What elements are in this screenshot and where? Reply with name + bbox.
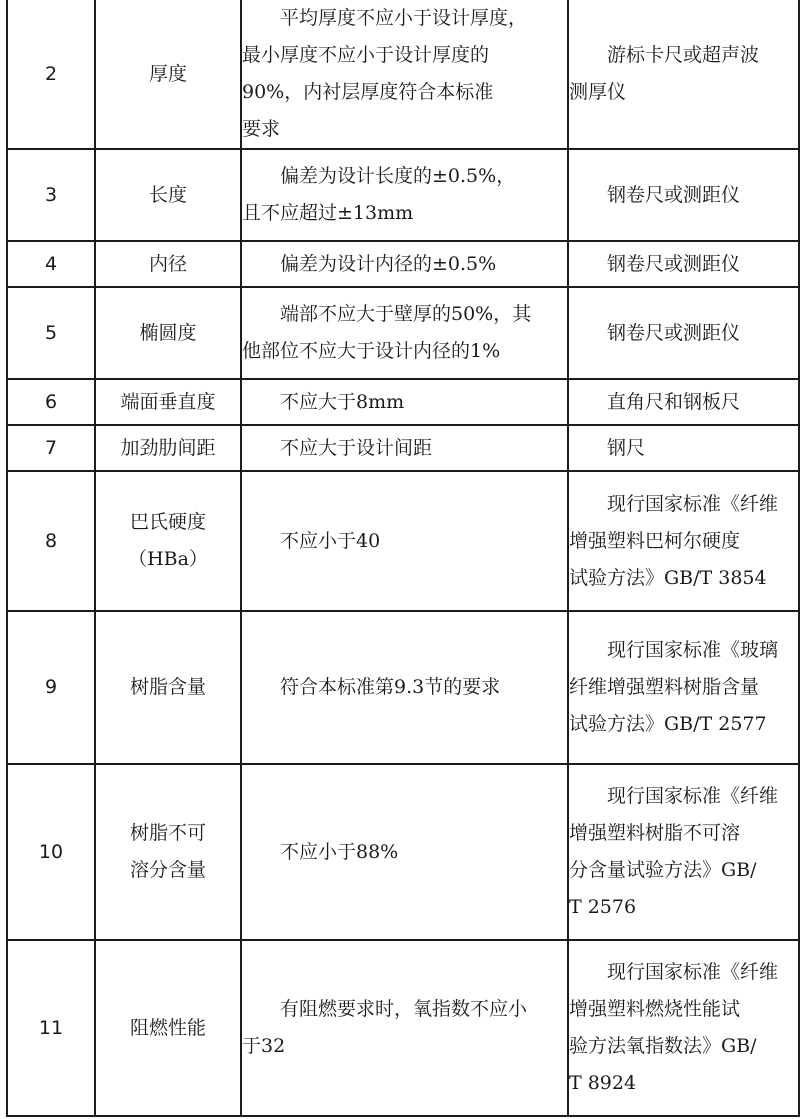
table-row xyxy=(7,379,799,425)
quality-requirement: 符合本标准第9.3节的要求 xyxy=(241,611,568,764)
table-row xyxy=(7,471,799,611)
inspection-item: 长度 xyxy=(95,149,241,241)
test-method: 钢卷尺或测距仪 xyxy=(568,149,799,241)
table-row xyxy=(7,611,799,764)
table-row xyxy=(7,0,799,149)
inspection-item: 阻燃性能 xyxy=(95,940,241,1116)
test-method: 现行国家标准《纤维 增强塑料燃烧性能试 验方法氧指数法》GB/ T 8924 xyxy=(568,940,799,1116)
quality-requirement: 不应大于8mm xyxy=(241,379,568,425)
row-number: 9 xyxy=(7,611,95,764)
test-method: 钢尺 xyxy=(568,425,799,471)
quality-requirement: 端部不应大于壁厚的50%，其 他部位不应大于设计内径的1% xyxy=(241,287,568,379)
quality-requirement: 不应小于40 xyxy=(241,471,568,611)
inspection-item: 厚度 xyxy=(95,0,241,149)
row-number: 7 xyxy=(7,425,95,471)
test-method: 游标卡尺或超声波 测厚仪 xyxy=(568,0,799,149)
table-row xyxy=(7,241,799,287)
inspection-item: 树脂含量 xyxy=(95,611,241,764)
inspection-item: 巴氏硬度 （HBa） xyxy=(95,471,241,611)
row-number: 11 xyxy=(7,940,95,1116)
inspection-item: 树脂不可 溶分含量 xyxy=(95,764,241,940)
test-method: 现行国家标准《玻璃 纤维增强塑料树脂含量 试验方法》GB/T 2577 xyxy=(568,611,799,764)
test-method: 钢卷尺或测距仪 xyxy=(568,241,799,287)
inspection-item: 加劲肋间距 xyxy=(95,425,241,471)
test-method: 现行国家标准《纤维 增强塑料树脂不可溶 分含量试验方法》GB/ T 2576 xyxy=(568,764,799,940)
test-method: 直角尺和钢板尺 xyxy=(568,379,799,425)
inspection-item: 端面垂直度 xyxy=(95,379,241,425)
table-row xyxy=(7,287,799,379)
table-row xyxy=(7,940,799,1116)
quality-requirement: 偏差为设计内径的±0.5% xyxy=(241,241,568,287)
row-number: 5 xyxy=(7,287,95,379)
row-number: 4 xyxy=(7,241,95,287)
row-number: 3 xyxy=(7,149,95,241)
table-row xyxy=(7,149,799,241)
row-number: 6 xyxy=(7,379,95,425)
inspection-item: 内径 xyxy=(95,241,241,287)
test-method: 现行国家标准《纤维 增强塑料巴柯尔硬度 试验方法》GB/T 3854 xyxy=(568,471,799,611)
quality-requirement: 不应大于设计间距 xyxy=(241,425,568,471)
table-row xyxy=(7,425,799,471)
test-method: 钢卷尺或测距仪 xyxy=(568,287,799,379)
row-number: 10 xyxy=(7,764,95,940)
table-row xyxy=(7,764,799,940)
inspection-item: 椭圆度 xyxy=(95,287,241,379)
row-number: 2 xyxy=(7,0,95,149)
quality-requirement: 偏差为设计长度的±0.5%， 且不应超过±13mm xyxy=(241,149,568,241)
quality-requirement: 平均厚度不应小于设计厚度， 最小厚度不应小于设计厚度的 90%，内衬层厚度符合本标准 要求 xyxy=(241,0,568,149)
quality-requirement: 有阻燃要求时，氧指数不应小 于32 xyxy=(241,940,568,1116)
row-number: 8 xyxy=(7,471,95,611)
inspection-table xyxy=(6,0,800,1117)
quality-requirement: 不应小于88% xyxy=(241,764,568,940)
